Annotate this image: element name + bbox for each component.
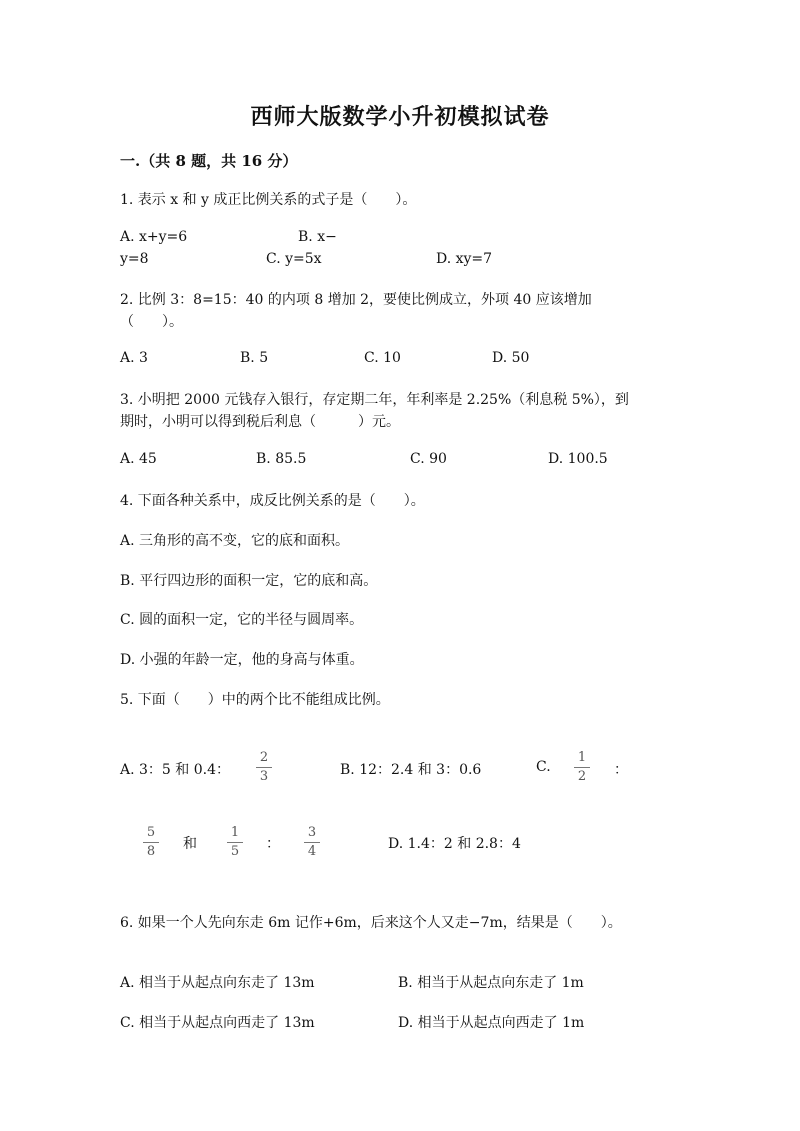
q5-option-b: B. 12：2.4 和 3：0.6 <box>340 762 482 778</box>
question-6-stem: 6. 如果一个人先向东走 6m 记作+6m，后来这个人又走−7m，结果是（ ）。 <box>120 915 622 931</box>
page-title: 西师大版数学小升初模拟试卷 <box>250 104 550 130</box>
q5-option-a: A. 3：5 和 0.4： <box>120 762 230 778</box>
fraction-denominator: 2 <box>577 769 587 784</box>
q1-option-a: A. x+y=6 <box>120 229 188 245</box>
q5-option-c-fraction-4 <box>303 826 321 859</box>
q5-option-a-fraction <box>255 751 273 784</box>
ratio-colon: ： <box>614 762 628 778</box>
q2-option-c: C. 10 <box>364 350 401 366</box>
fraction-denominator: 4 <box>307 844 317 859</box>
ratio-colon: ： <box>266 836 280 852</box>
q1-option-b-part1: B. x− <box>298 229 337 245</box>
q3-option-c: C. 90 <box>410 451 447 467</box>
fraction-numerator: 5 <box>146 825 156 840</box>
q5-option-c-fraction-1 <box>573 751 591 784</box>
fraction-numerator: 1 <box>577 750 587 765</box>
question-3-stem-line2: 期时，小明可以得到税后利息（ ）元。 <box>120 414 400 430</box>
q3-option-d: D. 100.5 <box>548 451 608 467</box>
fraction-bar <box>574 767 590 768</box>
q4-option-c: C. 圆的面积一定，它的半径与圆周率。 <box>120 612 364 628</box>
q5-option-c-label: C. <box>536 759 551 775</box>
q2-option-d: D. 50 <box>492 350 530 366</box>
q4-option-d: D. 小强的年龄一定，他的身高与体重。 <box>120 652 364 668</box>
q6-option-a: A. 相当于从起点向东走了 13m <box>120 975 315 991</box>
q2-option-a: A. 3 <box>120 350 148 366</box>
section-heading: 一.（共 8 题，共 16 分） <box>120 152 298 170</box>
fraction-numerator: 1 <box>230 825 240 840</box>
question-3-stem-line1: 3. 小明把 2000 元钱存入银行，存定期二年，年利率是 2.25%（利息税 5%），到 <box>120 392 629 408</box>
question-2-stem-line1: 2. 比例 3：8=15：40 的内项 8 增加 2，要使比例成立，外项 40 应该增加 <box>120 292 592 308</box>
question-1-stem: 1. 表示 x 和 y 成正比例关系的式子是（ ）。 <box>120 192 417 208</box>
fraction-denominator: 8 <box>146 844 156 859</box>
fraction-bar <box>143 842 159 843</box>
question-5-stem: 5. 下面（ ）中的两个比不能组成比例。 <box>120 692 390 708</box>
q5-option-c-fraction-3 <box>226 826 244 859</box>
q1-option-b-part2: y=8 <box>120 251 149 267</box>
q3-option-b: B. 85.5 <box>256 451 307 467</box>
fraction-bar <box>304 842 320 843</box>
fraction-bar <box>256 767 272 768</box>
q6-option-c: C. 相当于从起点向西走了 13m <box>120 1015 315 1031</box>
q4-option-a: A. 三角形的高不变，它的底和面积。 <box>120 533 350 549</box>
q2-option-b: B. 5 <box>240 350 269 366</box>
fraction-bar <box>227 842 243 843</box>
q5-option-d: D. 1.4：2 和 2.8：4 <box>388 836 521 852</box>
question-4-stem: 4. 下面各种关系中，成反比例关系的是（ ）。 <box>120 493 425 509</box>
q1-option-c: C. y=5x <box>266 251 322 267</box>
fraction-numerator: 2 <box>259 750 269 765</box>
fraction-denominator: 5 <box>230 844 240 859</box>
q1-option-d: D. xy=7 <box>436 251 493 267</box>
q4-option-b: B. 平行四边形的面积一定，它的底和高。 <box>120 573 378 589</box>
fraction-denominator: 3 <box>259 769 269 784</box>
q6-option-d: D. 相当于从起点向西走了 1m <box>398 1015 585 1031</box>
and-word: 和 <box>183 836 197 852</box>
q6-option-b: B. 相当于从起点向东走了 1m <box>398 975 584 991</box>
q3-option-a: A. 45 <box>120 451 157 467</box>
q5-option-c-fraction-2 <box>142 826 160 859</box>
question-2-stem-line2: （ ）。 <box>120 314 183 330</box>
fraction-numerator: 3 <box>307 825 317 840</box>
